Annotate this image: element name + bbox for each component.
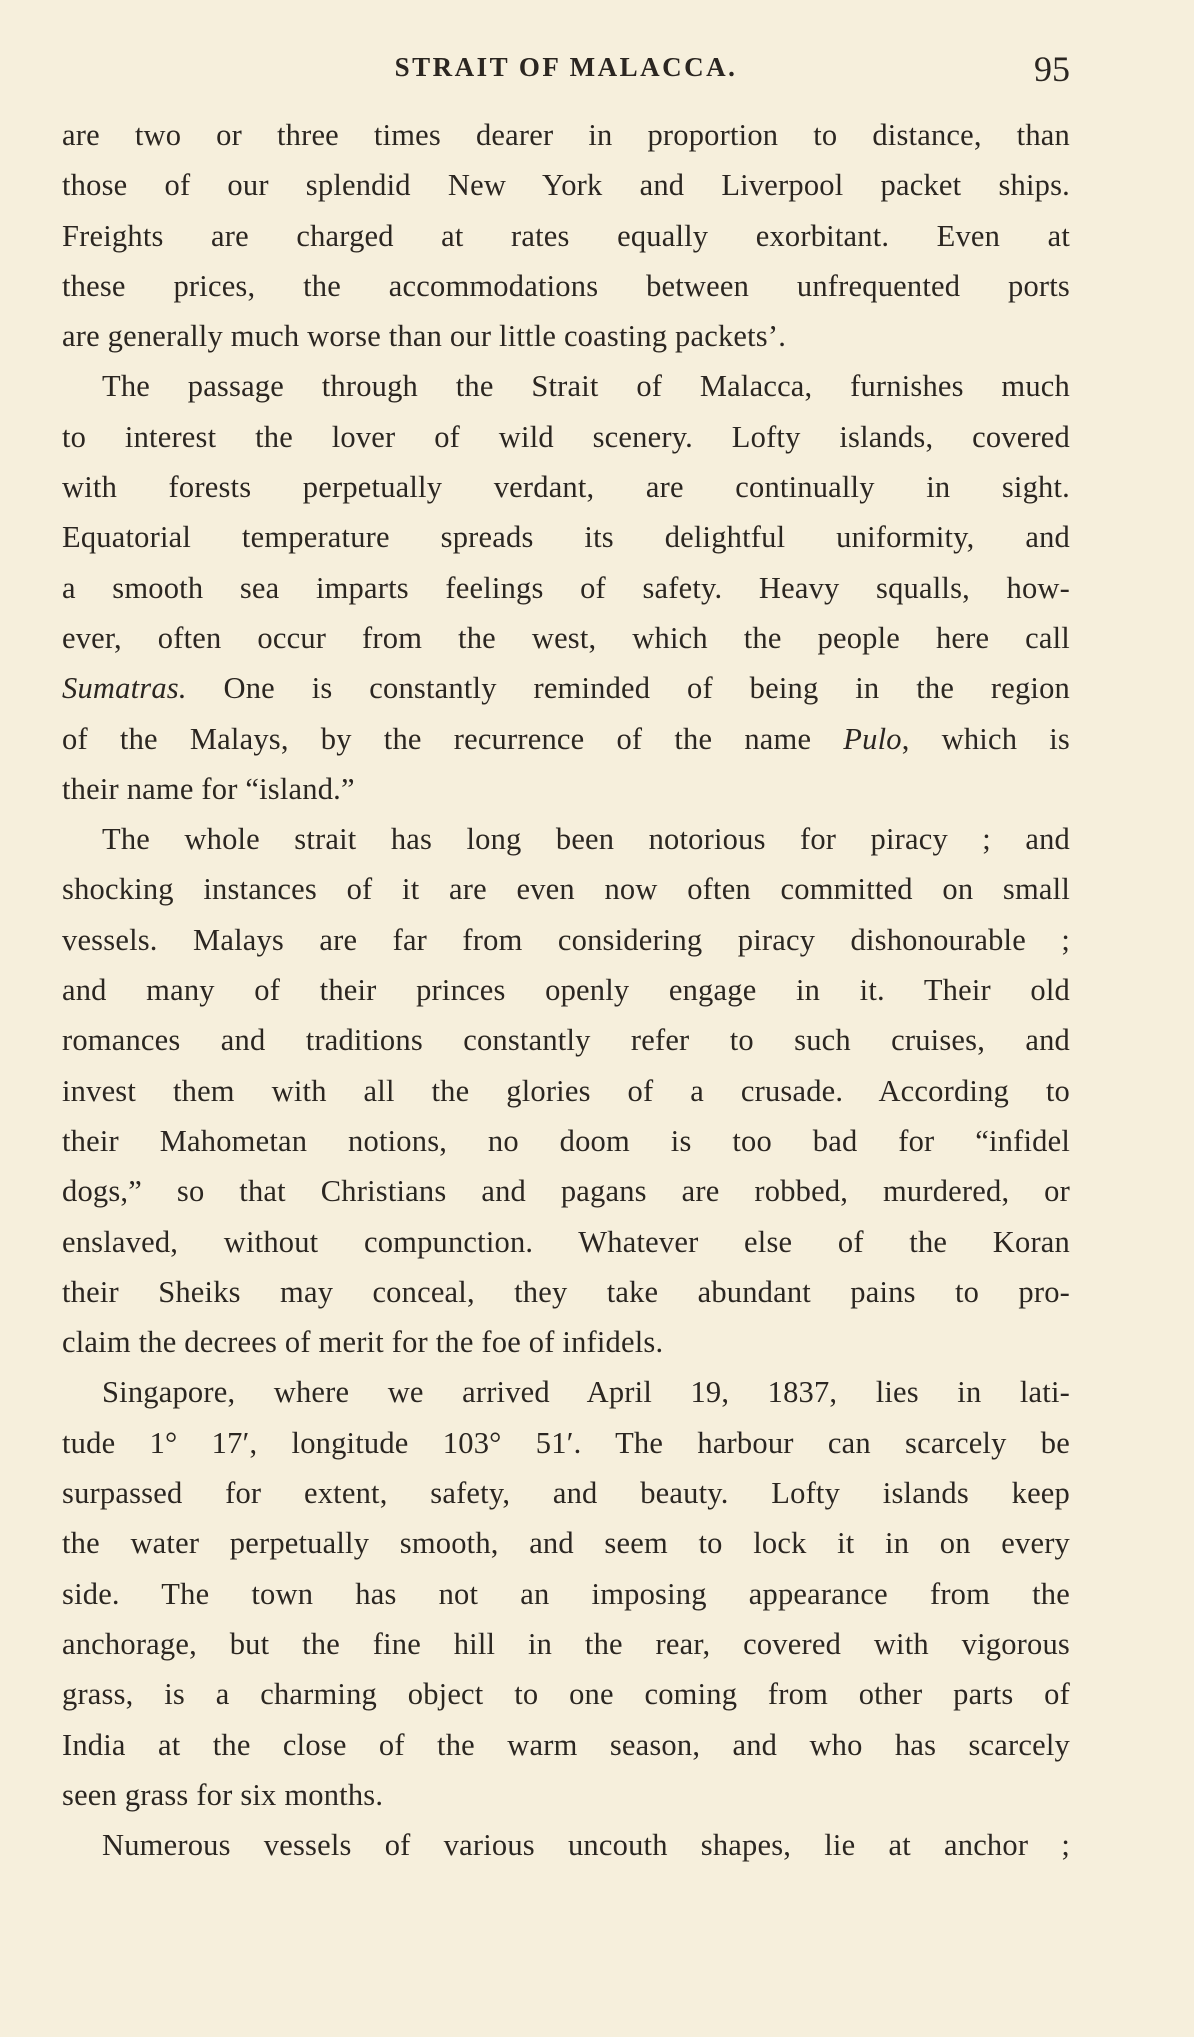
text-line: claim the decrees of merit for the foe of infidels.: [62, 1325, 664, 1360]
text-line: [62, 714, 1070, 764]
text-line: seen grass for six months.: [62, 1777, 384, 1812]
text-line: The whole strait has long been notorious for piracy ; and: [102, 822, 1070, 857]
text-line: side. The town has not an imposing appearance from the: [62, 1576, 1070, 1611]
text-line: are two or three times dearer in proportion to distance, than: [62, 118, 1070, 152]
text-line: romances and traditions constantly refer to such cruises, and: [62, 1023, 1070, 1058]
text-line: India at the close of the warm season, and who has scarcely: [62, 1727, 1070, 1762]
text-line: with forests perpetually verdant, are continually in sight.: [62, 470, 1070, 505]
text-line: their name for “island.”: [62, 771, 355, 806]
text-line: Equatorial temperature spreads its delightful uniformity, and: [62, 520, 1070, 555]
text-line: vessels. Malays are far from considering piracy dishonourable ;: [62, 922, 1070, 957]
body-text: [62, 110, 1070, 1870]
text-line: dogs,” so that Christians and pagans are robbed, murdered, or: [62, 1174, 1070, 1209]
text-line: their Mahometan notions, no doom is too bad for “infidel: [62, 1123, 1070, 1158]
running-title: STRAIT OF MALACCA.: [394, 52, 738, 82]
italic-term: Pulo: [843, 721, 902, 756]
text-line: enslaved, without compunction. Whatever else of the Koran: [62, 1224, 1070, 1259]
text-line: [62, 663, 1070, 713]
text-line: tude 1° 17′, longitude 103° 51′. The harbour can scarcely be: [62, 1425, 1070, 1460]
text-line: the water perpetually smooth, and seem to lock it in on every: [62, 1526, 1070, 1561]
text-line: grass, is a charming object to one coming from other parts of: [62, 1677, 1070, 1712]
text-line: Numerous vessels of various uncouth shapes, lie at anchor ;: [102, 1828, 1070, 1863]
text-line: invest them with all the glories of a crusade. According to: [62, 1073, 1070, 1108]
text-line: their Sheiks may conceal, they take abundant pains to pro-: [62, 1274, 1070, 1309]
text-line: and many of their princes openly engage in it. Their old: [62, 973, 1070, 1008]
text-line: a smooth sea imparts feelings of safety. Heavy squalls, how-: [62, 570, 1070, 605]
text-line: anchorage, but the fine hill in the rear, covered with vigorous: [62, 1626, 1070, 1661]
text-run: of the Malays, by the recurrence of the name: [62, 721, 844, 756]
running-head: [62, 48, 1070, 98]
text-line: surpassed for extent, safety, and beauty. Lofty islands keep: [62, 1476, 1070, 1511]
text-line: Singapore, where we arrived April 19, 1837, lies in lati-: [102, 1375, 1070, 1410]
text-line: those of our splendid New York and Liverpool packet ships.: [62, 168, 1070, 203]
text-run: , which is: [901, 721, 1071, 756]
text-line: are generally much worse than our little coasting packets’.: [62, 319, 787, 354]
text-line: shocking instances of it are even now often committed on small: [62, 872, 1070, 907]
text-run: One is constantly reminded of being in the region: [186, 671, 1070, 706]
text-line: Freights are charged at rates equally exorbitant. Even at: [62, 218, 1070, 253]
text-line: The passage through the Strait of Malacca, furnishes much: [102, 369, 1070, 404]
text-line: ever, often occur from the west, which the people here call: [62, 620, 1070, 655]
italic-term: Sumatras.: [62, 671, 187, 706]
text-line: these prices, the accommodations between unfrequented ports: [62, 268, 1070, 303]
text-line: to interest the lover of wild scenery. Lofty islands, covered: [62, 419, 1070, 454]
page-number: 95: [1034, 49, 1070, 89]
